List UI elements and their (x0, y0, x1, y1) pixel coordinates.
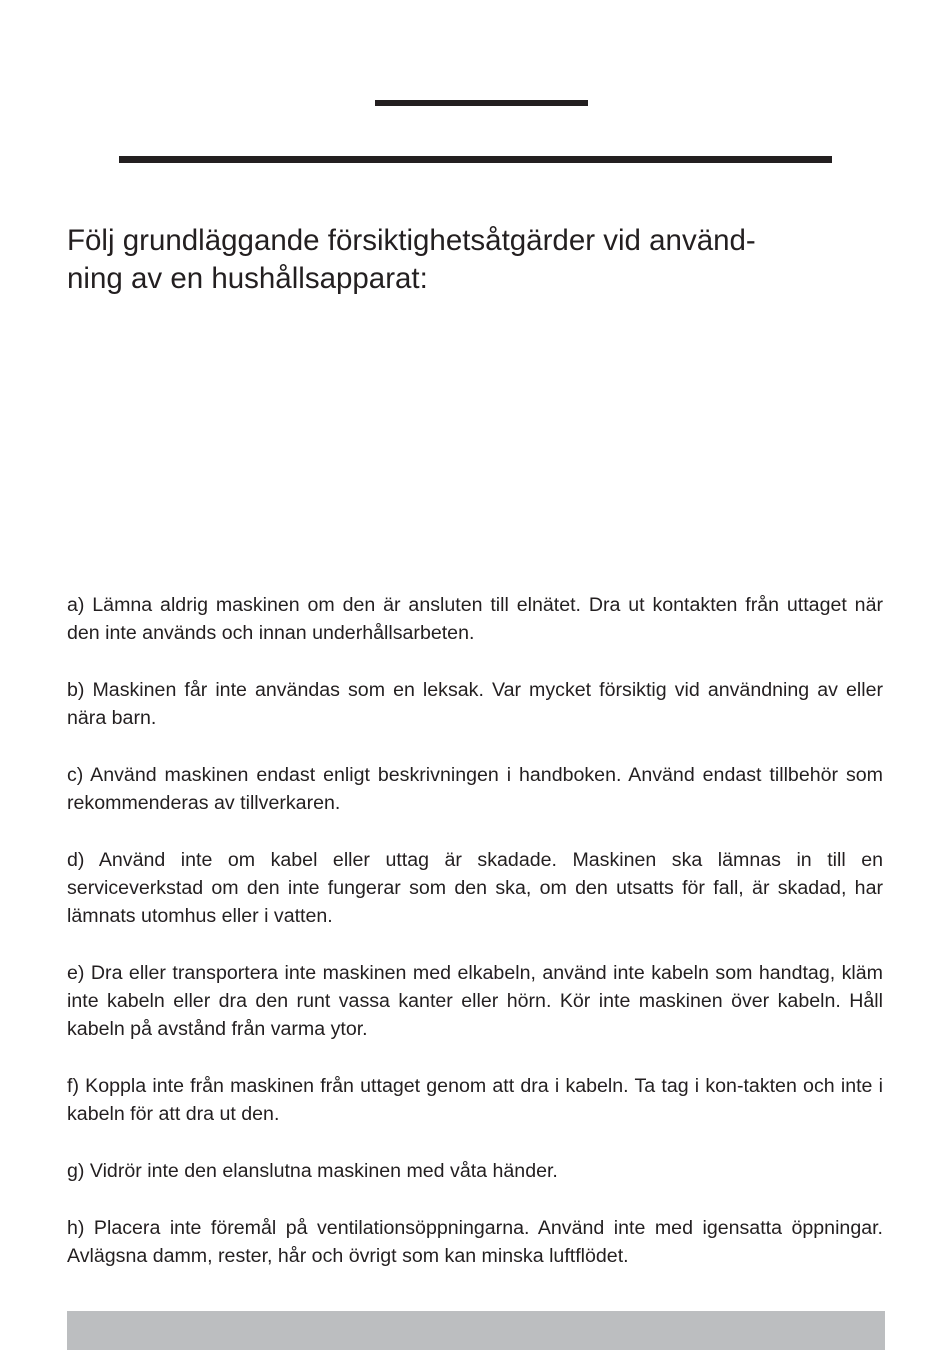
intro-heading (67, 222, 867, 298)
instruction-d: d) Använd inte om kabel eller uttag är skadade. Maskinen ska lämnas in till en serviceverkstad om den inte fungerar som den ska, om den utsatts för fall, är skadad, har lämnats utomhus eller i vatten. (67, 849, 883, 927)
instruction-e: e) Dra eller transportera inte maskinen med elkabeln, använd inte kabeln som handtag, kläm inte kabeln eller dra den runt vassa kanter eller hörn. Kör inte maskinen över kabeln. Håll kabeln på avstånd från varma ytor. (67, 962, 883, 1040)
intro-line-1: Följ grundläggande försiktighetsåtgärder vid använd- (67, 224, 756, 257)
instruction-c: c) Använd maskinen endast enligt beskrivningen i handboken. Använd endast tillbehör som rekommenderas av tillverkaren. (67, 764, 883, 814)
header-rule-short (375, 100, 588, 106)
instruction-b: b) Maskinen får inte användas som en leksak. Var mycket försiktig vid användning av eller nära barn. (67, 679, 883, 729)
instruction-h: h) Placera inte föremål på ventilationsöppningarna. Använd inte med igensatta öppningar. Avlägsna damm, rester, hår och övrigt som kan minska luftflödet. (67, 1217, 883, 1267)
instruction-f: f) Koppla inte från maskinen från uttaget genom att dra i kabeln. Ta tag i kon-takten och inte i kabeln för att dra ut den. (67, 1075, 883, 1125)
safety-instruction-list (67, 591, 883, 1299)
instruction-a: a) Lämna aldrig maskinen om den är ansluten till elnätet. Dra ut kontakten från uttaget när den inte används och innan underhållsarbeten. (67, 594, 883, 644)
intro-line-2: ning av en hushållsapparat: (67, 262, 428, 295)
instruction-g: g) Vidrör inte den elanslutna maskinen med våta händer. (67, 1160, 558, 1182)
footer-bar (67, 1311, 885, 1350)
header-rule-long (119, 156, 832, 163)
